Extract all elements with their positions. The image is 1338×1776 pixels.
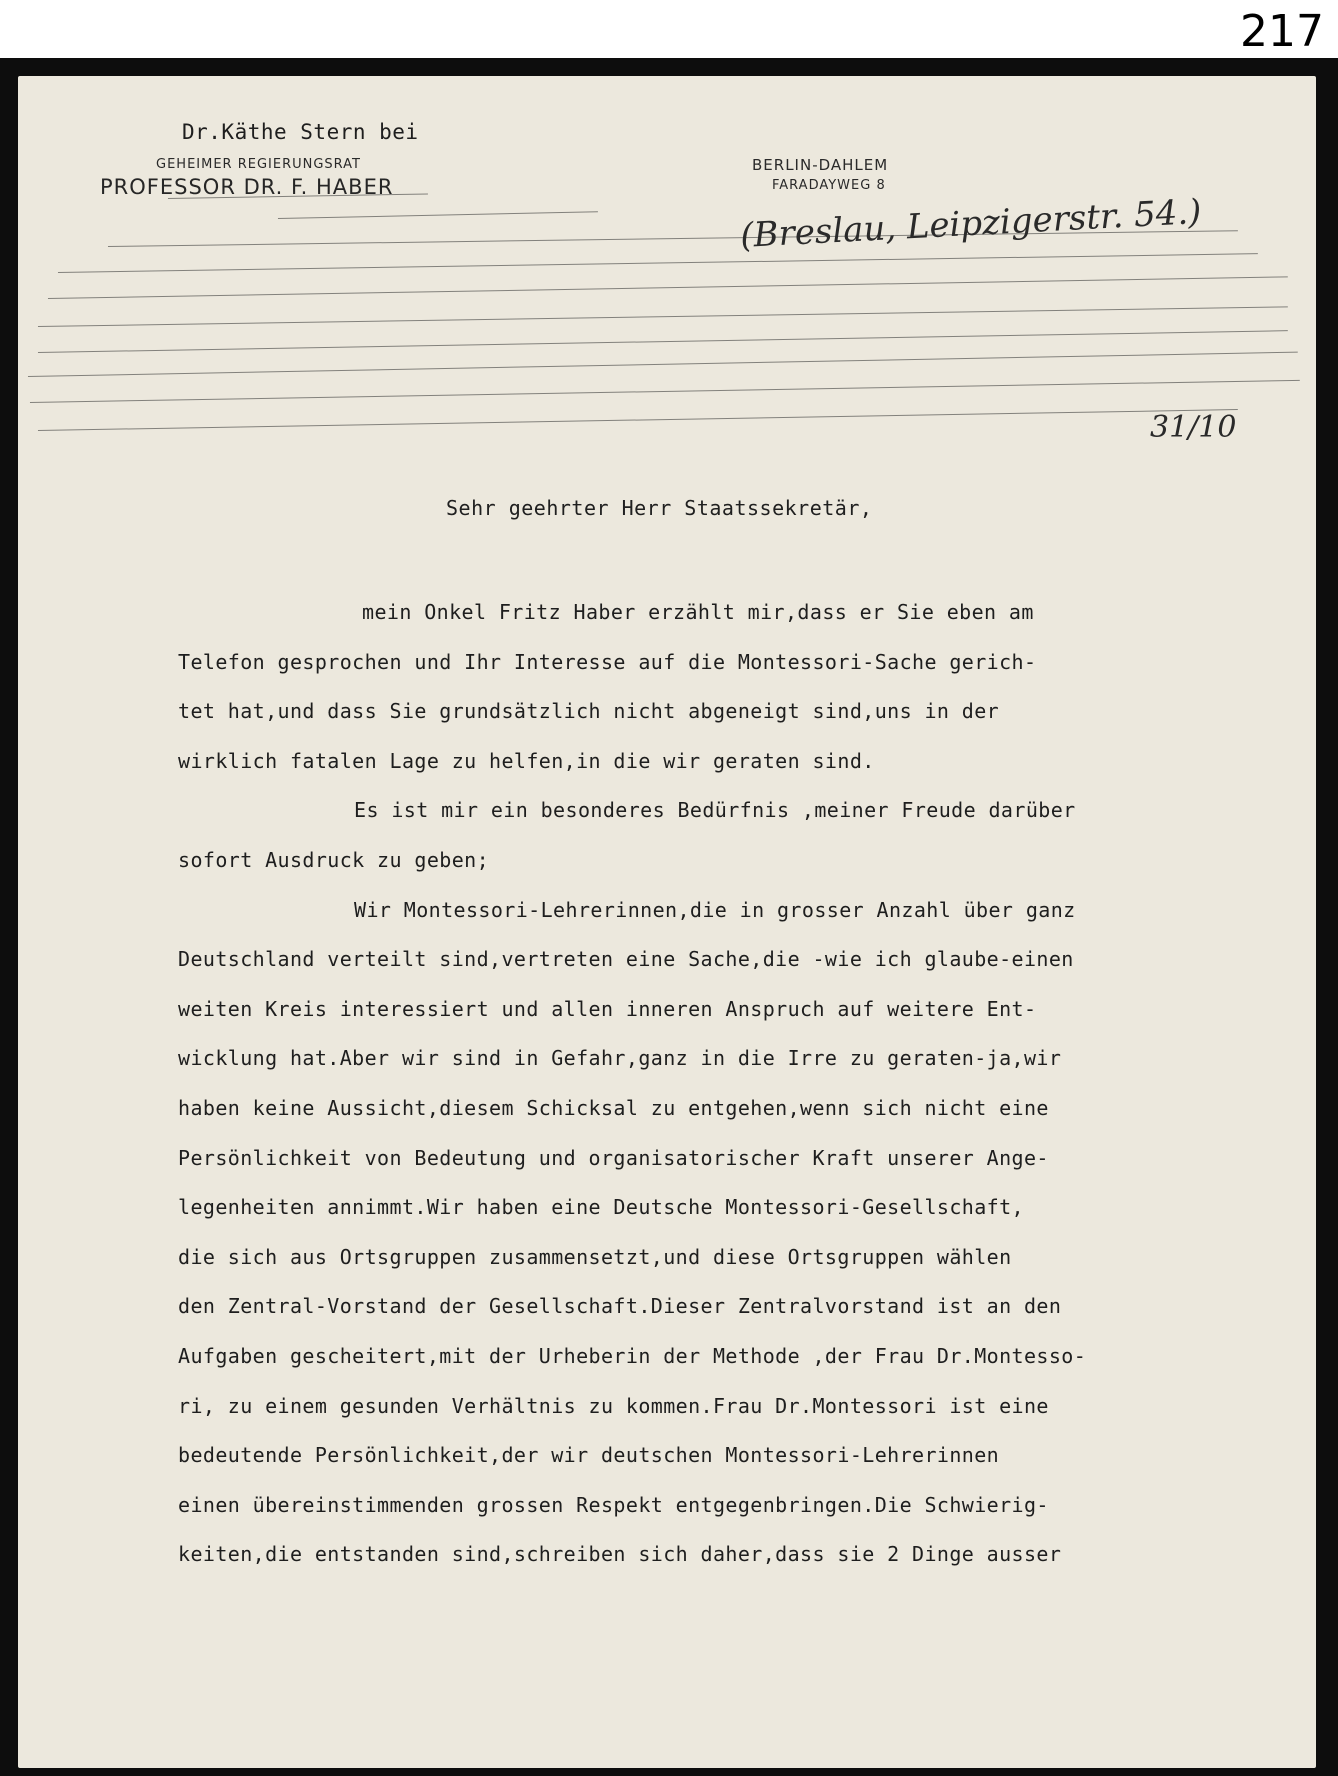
typed-sender-name: Dr.Käthe Stern bei bbox=[182, 120, 419, 144]
body-line: mein Onkel Fritz Haber erzählt mir,dass er Sie eben am bbox=[362, 600, 1034, 624]
scribble-stroke bbox=[28, 352, 1298, 379]
scribble-stroke bbox=[30, 380, 1300, 405]
scribble-stroke bbox=[38, 330, 1288, 355]
scribble-stroke bbox=[38, 409, 1238, 433]
letterhead-title-large: PROFESSOR DR. F. HABER bbox=[100, 175, 394, 199]
body-line: den Zentral-Vorstand der Gesellschaft.Dieser Zentralvorstand ist an den bbox=[178, 1294, 1062, 1319]
body-line: tet hat,und dass Sie grundsätzlich nicht abgeneigt sind,uns in der bbox=[178, 699, 1000, 724]
body-line: keiten,die entstanden sind,schreiben sich daher,dass sie 2 Dinge ausser bbox=[178, 1542, 1062, 1567]
body-line: Deutschland verteilt sind,vertreten eine Sache,die -wie ich glaube-einen bbox=[178, 947, 1074, 972]
body-line: Aufgaben gescheitert,mit der Urheberin der Methode ,der Frau Dr.Montesso- bbox=[178, 1343, 1087, 1368]
body-line: Es ist mir ein besonderes Bedürfnis ,meiner Freude darüber bbox=[354, 798, 1076, 823]
body-line: wicklung hat.Aber wir sind in Gefahr,ganz in die Irre zu geraten-ja,wir bbox=[178, 1046, 1062, 1071]
letterhead-title-small: GEHEIMER REGIERUNGSRAT bbox=[156, 157, 362, 172]
letterhead-street: FARADAYWEG 8 bbox=[772, 178, 886, 193]
handwritten-date: 31/10 bbox=[1150, 410, 1237, 445]
body-line: wirklich fatalen Lage zu helfen,in die wir geraten sind. bbox=[178, 748, 875, 773]
body-line: sofort Ausdruck zu geben; bbox=[178, 847, 490, 872]
scribble-stroke bbox=[48, 276, 1288, 301]
letterhead-city: BERLIN-DAHLEM bbox=[752, 156, 889, 174]
body-line: Wir Montessori-Lehrerinnen,die in grosser Anzahl über ganz bbox=[354, 897, 1076, 922]
letter-body bbox=[178, 588, 1258, 1580]
body-line: bedeutende Persönlichkeit,der wir deutschen Montessori-Lehrerinnen bbox=[178, 1443, 1000, 1468]
letter-page bbox=[18, 76, 1316, 1768]
page-number: 217 bbox=[1240, 6, 1324, 57]
body-line: legenheiten annimmt.Wir haben eine Deutsche Montessori-Gesellschaft, bbox=[178, 1195, 1024, 1220]
body-line: ri, zu einem gesunden Verhältnis zu kommen.Frau Dr.Montessori ist eine bbox=[178, 1393, 1049, 1418]
body-line: Persönlichkeit von Bedeutung und organisatorischer Kraft unserer Ange- bbox=[178, 1145, 1049, 1170]
body-line: einen übereinstimmenden grossen Respekt entgegenbringen.Die Schwierig- bbox=[178, 1492, 1049, 1517]
body-line: haben keine Aussicht,diesem Schicksal zu entgehen,wenn sich nicht eine bbox=[178, 1095, 1049, 1120]
scribble-stroke bbox=[58, 253, 1258, 275]
scribble-stroke bbox=[278, 211, 598, 221]
body-line: die sich aus Ortsgruppen zusammensetzt,und diese Ortsgruppen wählen bbox=[178, 1244, 1012, 1269]
body-line: weiten Kreis interessiert und allen inneren Anspruch auf weitere Ent- bbox=[178, 996, 1037, 1021]
salutation: Sehr geehrter Herr Staatssekretär, bbox=[446, 496, 873, 520]
scribble-stroke bbox=[108, 230, 1238, 249]
handwritten-address: (Breslau, Leipzigerstr. 54.) bbox=[739, 191, 1203, 257]
scribble-stroke bbox=[38, 306, 1288, 329]
body-line: Telefon gesprochen und Ihr Interesse auf die Montessori-Sache gerich- bbox=[178, 649, 1037, 674]
